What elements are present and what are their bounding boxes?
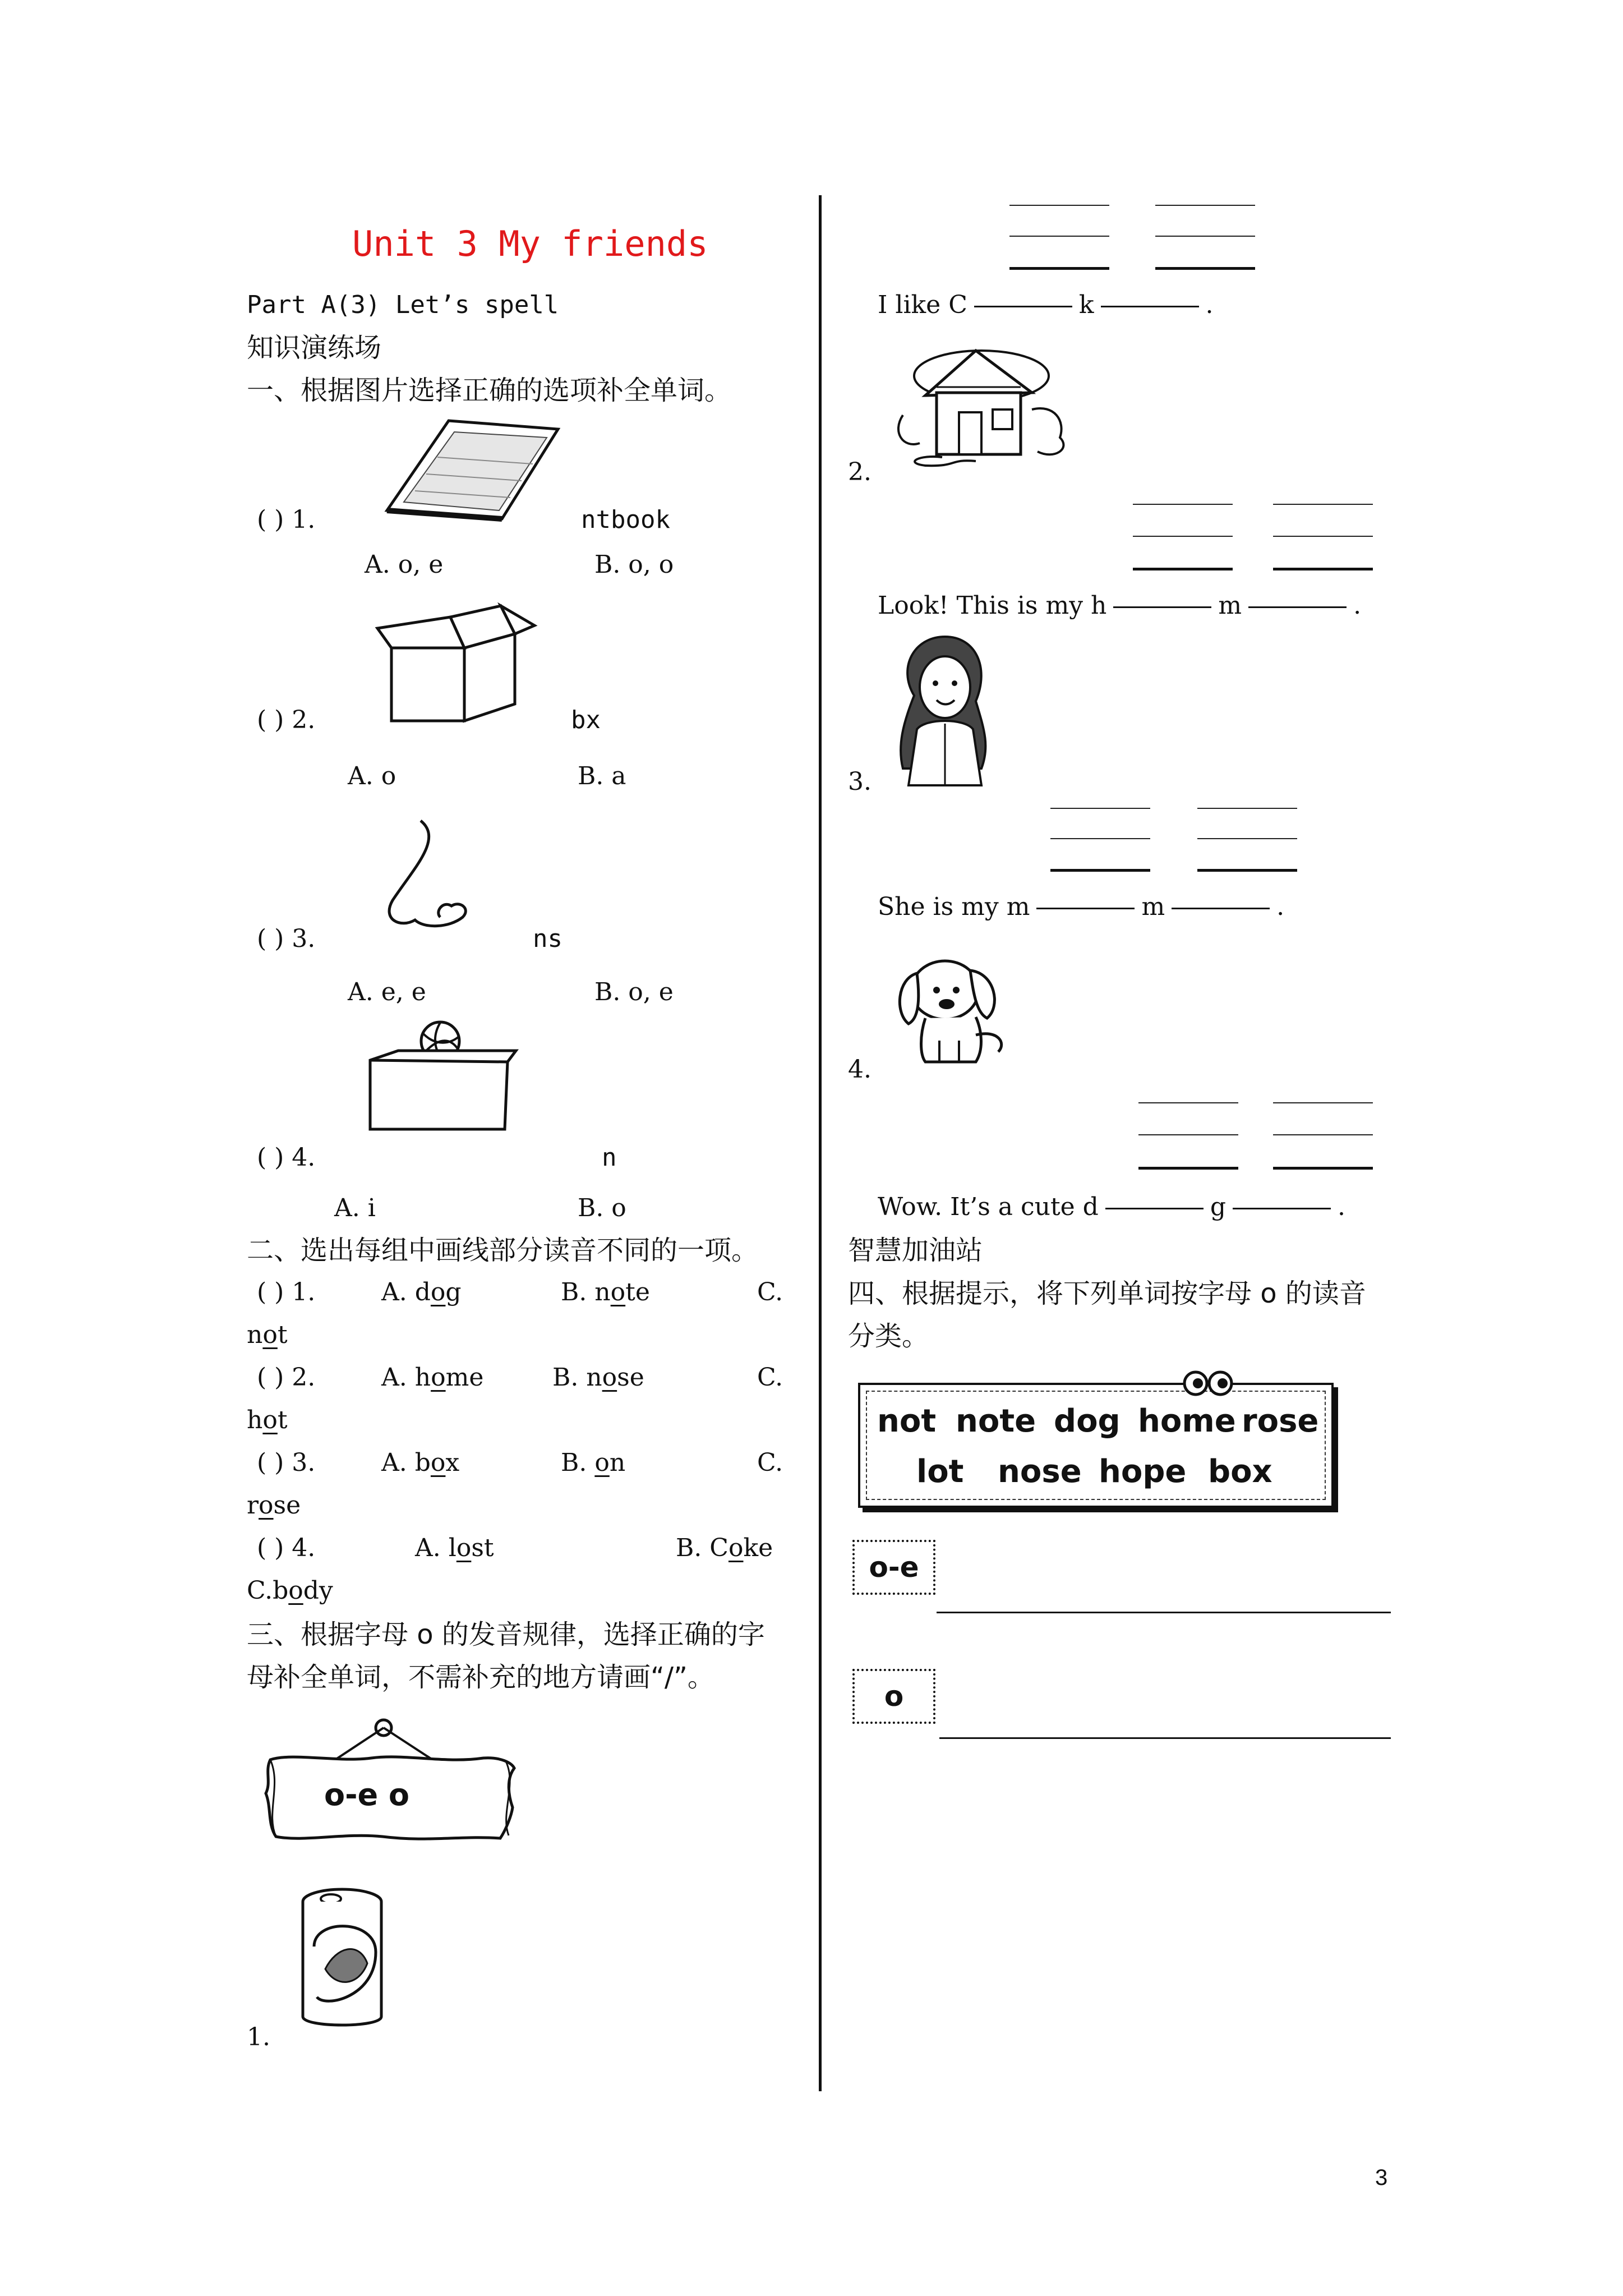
guide-line xyxy=(1273,536,1373,537)
guide-line xyxy=(1197,869,1297,872)
q2-row3-option-c-word: rose xyxy=(247,1491,301,1520)
dog-icon xyxy=(892,951,1015,1066)
nose-icon xyxy=(381,816,477,934)
section-practice: 知识演练场 xyxy=(247,332,382,364)
q1-heading: 一、根据图片选择正确的选项补全单词。 xyxy=(247,375,732,406)
word-lot: lot xyxy=(916,1453,964,1490)
q2-row1-option-b[interactable]: B. note xyxy=(561,1278,650,1306)
guide-line xyxy=(1273,504,1373,505)
part-label: Part A(3) Let’s spell xyxy=(247,291,559,319)
guide-line xyxy=(1273,568,1373,570)
q2-row3-option-c-label[interactable]: C. xyxy=(757,1448,783,1477)
guide-line xyxy=(1273,1134,1373,1135)
q3-item4-number: 4. xyxy=(848,1055,872,1084)
word-not: not xyxy=(877,1403,937,1439)
q2-row3-option-a[interactable]: A. box xyxy=(381,1448,460,1477)
q2-row2-option-b[interactable]: B. nose xyxy=(552,1363,644,1392)
answer-blank[interactable] xyxy=(974,306,1072,307)
guide-line xyxy=(1197,838,1297,839)
ball-on-box-icon xyxy=(365,1020,527,1132)
box-icon xyxy=(375,603,537,724)
q2-row1-option-a[interactable]: A. dog xyxy=(381,1278,462,1306)
word-rose: rose xyxy=(1242,1403,1319,1439)
q2-row4-option-b[interactable]: B. Coke xyxy=(676,1534,773,1562)
q4-heading-line2: 分类。 xyxy=(848,1320,929,1352)
q2-row4-paren[interactable]: ( ) 4. xyxy=(257,1534,316,1562)
q2-row3-option-b[interactable]: B. on xyxy=(561,1448,626,1477)
q2-row2-option-c-word: hot xyxy=(247,1406,288,1434)
q1-item4-word: n xyxy=(602,1143,617,1172)
guide-line xyxy=(1273,1167,1373,1170)
word-note: note xyxy=(956,1403,1036,1439)
q1-item4-option-a[interactable]: A. i xyxy=(334,1194,376,1222)
q1-item1-paren[interactable]: ( ) 1. xyxy=(257,505,316,534)
guide-line xyxy=(1155,236,1255,237)
q3-heading-line1: 三、根据字母 o 的发音规律，选择正确的字 xyxy=(247,1619,765,1650)
answer-blank[interactable] xyxy=(1172,908,1270,909)
word-home: home xyxy=(1138,1403,1236,1439)
q2-row2-option-a[interactable]: A. home xyxy=(381,1363,484,1392)
q3-item2-sentence[interactable]: Look! This is my h m . xyxy=(878,591,1362,620)
house-icon xyxy=(892,342,1077,468)
q2-row3-paren[interactable]: ( ) 3. xyxy=(257,1448,316,1477)
q1-item2-word: bx xyxy=(571,706,601,734)
guide-line xyxy=(1133,504,1233,505)
q3-heading-line2: 母补全单词，不需补充的地方请画“/”。 xyxy=(247,1662,714,1693)
guide-line xyxy=(1009,267,1109,270)
q1-item3-paren[interactable]: ( ) 3. xyxy=(257,924,316,953)
category-o-e-label: o-e xyxy=(852,1540,935,1595)
page-title: Unit 3 My friends xyxy=(352,223,708,264)
guide-line xyxy=(1138,1134,1238,1135)
guide-line xyxy=(1009,205,1109,206)
guide-line xyxy=(1273,1102,1373,1103)
q1-item1-option-a[interactable]: A. o, e xyxy=(365,550,444,579)
section-boost: 智慧加油站 xyxy=(848,1235,983,1266)
category-o-e-answer-line[interactable] xyxy=(937,1612,1391,1613)
q2-heading: 二、选出每组中画线部分读音不同的一项。 xyxy=(247,1235,759,1266)
guide-line xyxy=(1133,536,1233,537)
word-dog: dog xyxy=(1054,1403,1121,1439)
eyes-icon xyxy=(1180,1369,1236,1397)
q3-item2-number: 2. xyxy=(848,458,872,486)
coke-can-icon xyxy=(292,1885,393,2031)
q1-item4-option-b[interactable]: B. o xyxy=(578,1194,626,1222)
q2-row1-option-c-word: not xyxy=(247,1320,288,1349)
q1-item3-word: ns xyxy=(533,924,562,953)
column-divider xyxy=(819,195,822,2091)
guide-line xyxy=(1050,869,1150,872)
category-o-answer-line[interactable] xyxy=(939,1737,1391,1739)
q1-item1-option-b[interactable]: B. o, o xyxy=(594,550,674,579)
word-box: box xyxy=(1208,1453,1272,1490)
q1-item2-option-a[interactable]: A. o xyxy=(348,762,396,790)
q3-item3-sentence[interactable]: She is my m m . xyxy=(878,892,1285,921)
guide-line xyxy=(1197,808,1297,809)
guide-line xyxy=(1138,1102,1238,1103)
q2-row2-paren[interactable]: ( ) 2. xyxy=(257,1363,316,1392)
sign-label: o-e o xyxy=(324,1777,410,1812)
q2-row1-paren[interactable]: ( ) 1. xyxy=(257,1278,316,1306)
q1-item2-paren[interactable]: ( ) 2. xyxy=(257,706,316,734)
q4-heading-line1: 四、根据提示，将下列单词按字母 o 的读音 xyxy=(848,1278,1366,1309)
girl-icon xyxy=(892,634,993,788)
guide-line xyxy=(1050,838,1150,839)
q3-item1-number: 1. xyxy=(247,2023,270,2051)
word-bank xyxy=(858,1383,1334,1508)
answer-blank[interactable] xyxy=(1248,606,1347,608)
guide-line xyxy=(1155,205,1255,206)
answer-blank[interactable] xyxy=(1101,306,1199,307)
q1-item3-option-a[interactable]: A. e, e xyxy=(348,978,426,1006)
q1-item2-option-b[interactable]: B. a xyxy=(578,762,626,790)
guide-line xyxy=(1133,568,1233,570)
page-number: 3 xyxy=(1375,2165,1388,2190)
category-o-label: o xyxy=(852,1669,935,1724)
guide-line xyxy=(1009,236,1109,237)
guide-line xyxy=(1050,808,1150,809)
guide-line xyxy=(1138,1167,1238,1170)
q3-item4-sentence[interactable]: Wow. It’s a cute d g . xyxy=(878,1193,1346,1221)
q2-row1-option-c-label[interactable]: C. xyxy=(757,1278,783,1306)
word-hope: hope xyxy=(1099,1453,1187,1490)
answer-blank[interactable] xyxy=(1233,1208,1331,1209)
q1-item4-paren[interactable]: ( ) 4. xyxy=(257,1143,316,1172)
notebook-icon xyxy=(381,418,561,524)
q3-item1-sentence[interactable]: I like C k . xyxy=(878,291,1214,319)
q1-item1-word: ntbook xyxy=(581,505,670,534)
q2-row2-option-c-label[interactable]: C. xyxy=(757,1363,783,1392)
guide-line xyxy=(1155,267,1255,270)
answer-blank[interactable] xyxy=(1036,908,1135,909)
q3-item3-number: 3. xyxy=(848,767,872,796)
q1-item3-option-b[interactable]: B. o, e xyxy=(594,978,674,1006)
answer-blank[interactable] xyxy=(1113,606,1211,608)
q2-row4-option-a[interactable]: A. lost xyxy=(415,1534,494,1562)
answer-blank[interactable] xyxy=(1105,1208,1204,1209)
q2-row4-option-c[interactable]: C.body xyxy=(247,1576,333,1605)
word-nose: nose xyxy=(998,1453,1082,1490)
